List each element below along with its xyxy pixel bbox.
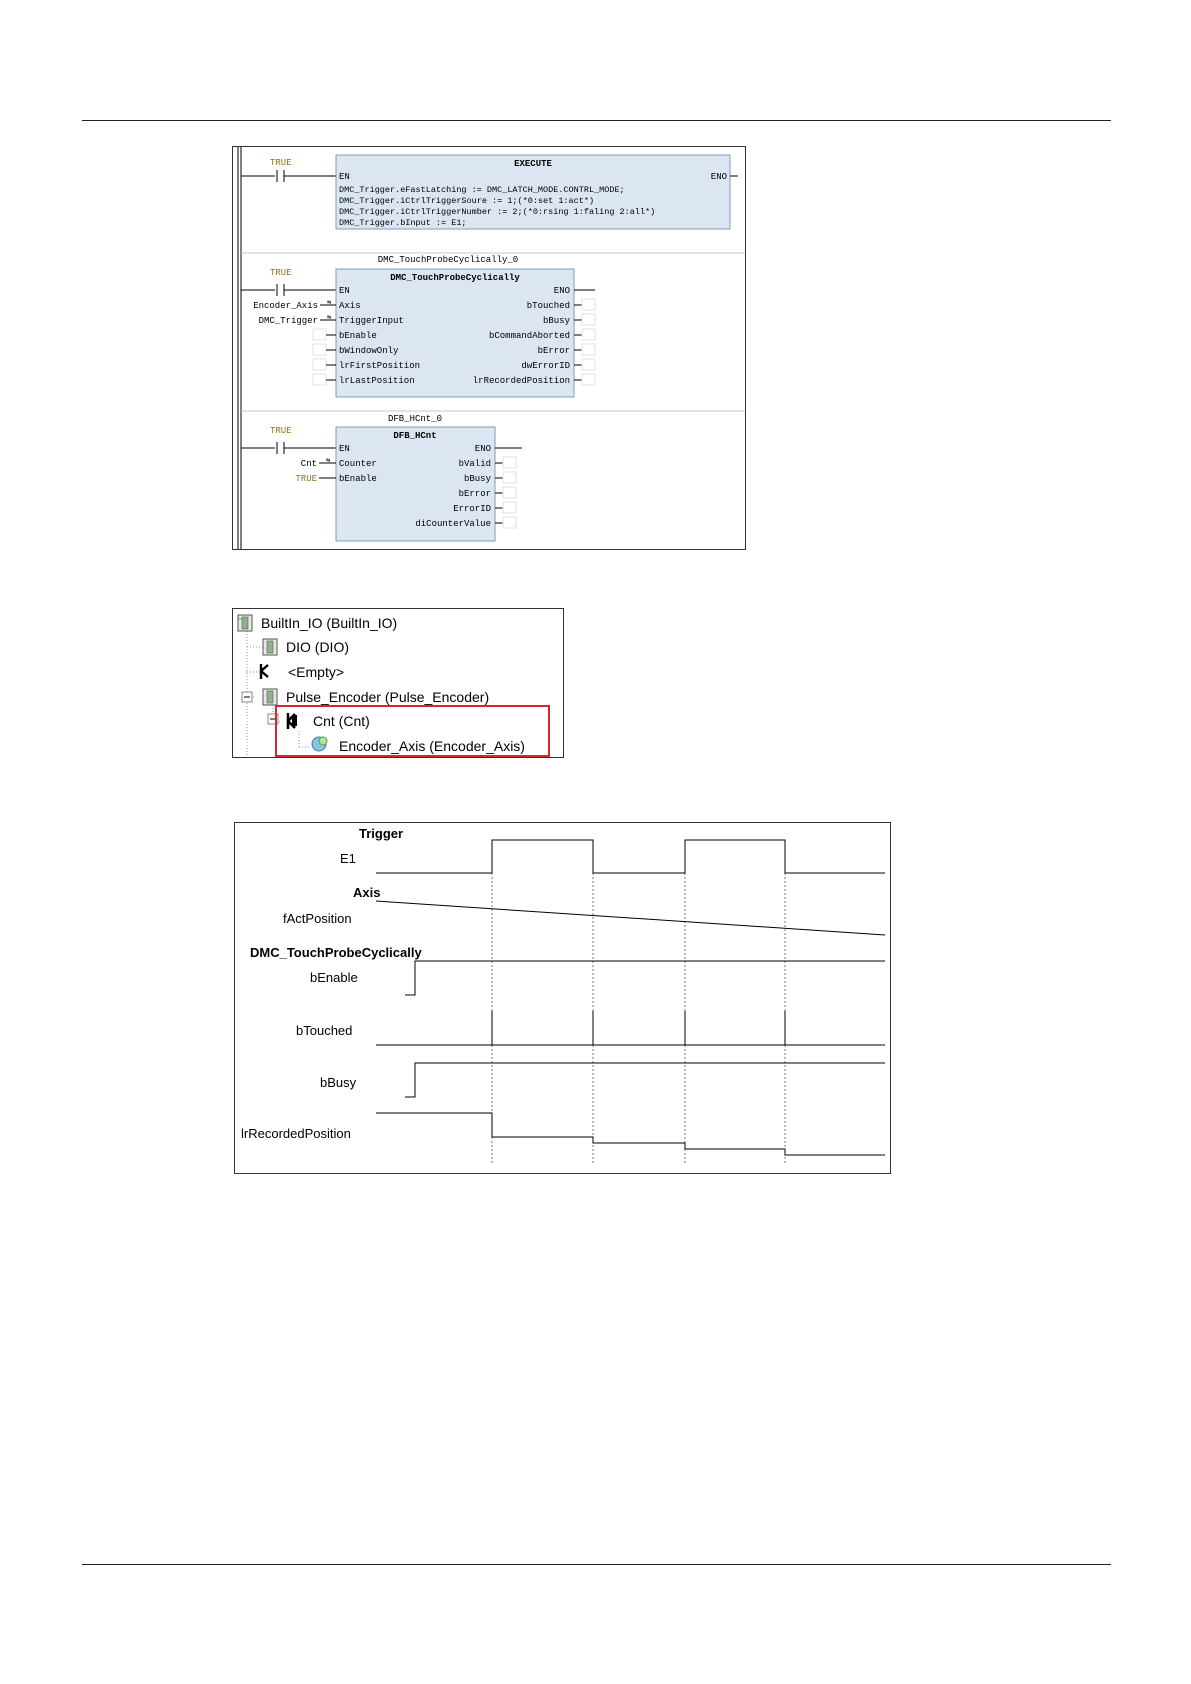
pin-label: ErrorID: [453, 504, 491, 514]
waveform-btouched: [376, 1011, 885, 1045]
tree-item-label: BuiltIn_IO (BuiltIn_IO): [261, 615, 398, 631]
empty-input-slots[interactable]: [313, 329, 336, 385]
label-fb: DMC_TouchProbeCyclically: [250, 945, 422, 960]
label-axis: Axis: [353, 885, 381, 900]
code-line: DMC_Trigger.bInput := E1;: [339, 218, 467, 228]
pin-label: dwErrorID: [521, 361, 570, 371]
bottom-rule: [82, 1564, 1111, 1565]
tree-item-pulse-encoder[interactable]: [242, 689, 489, 705]
block-title: DFB_HCnt: [393, 431, 437, 441]
rung-2: [241, 255, 595, 397]
pin-label: bEnable: [339, 331, 377, 341]
tree-item-cnt[interactable]: [268, 713, 370, 729]
empty-output-slots[interactable]: [495, 457, 516, 528]
instance-name: DFB_HCnt_0: [387, 414, 443, 424]
contact-label: TRUE: [270, 268, 292, 278]
pin-label: ENO: [474, 444, 491, 454]
pin-label: EN: [339, 444, 350, 454]
rung-1: [241, 155, 738, 229]
tree-item-label: DIO (DIO): [286, 639, 349, 655]
tree-item-label: Encoder_Axis (Encoder_Axis): [339, 738, 525, 754]
tree-item-label: Cnt (Cnt): [313, 713, 370, 729]
edge-markers: [492, 841, 785, 1163]
waveform-recorded-position: [376, 1113, 885, 1155]
tree-item-encoder-axis[interactable]: [312, 737, 525, 754]
waveform-axis-position: [376, 901, 885, 935]
label-bbusy: bBusy: [320, 1075, 357, 1090]
code-line: DMC_Trigger.iCtrlTriggerNumber := 2;(*0:rsing 1:faling 2:all*): [339, 207, 656, 217]
pin-label: bBusy: [542, 316, 570, 326]
code-line: DMC_Trigger.eFastLatching := DMC_LATCH_MODE.CONTRL_MODE;: [339, 185, 625, 195]
pin-label: bValid: [458, 459, 491, 469]
input-variable[interactable]: Cnt: [300, 459, 317, 469]
pin-label: ENO: [553, 286, 570, 296]
pin-label: bBusy: [463, 474, 491, 484]
label-trigger: Trigger: [359, 826, 404, 841]
instance-name: DMC_TouchProbeCyclically_0: [377, 255, 519, 265]
tree-item-label: Pulse_Encoder (Pulse_Encoder): [286, 689, 490, 705]
eno-pin: ENO: [710, 172, 727, 182]
ladder-diagram-panel: [232, 146, 746, 550]
empty-slot-icon: [261, 664, 268, 679]
waveform-bbusy: [405, 1063, 885, 1097]
axis-icon: [312, 737, 327, 751]
timing-diagram: [235, 823, 895, 1173]
input-variable[interactable]: Encoder_Axis: [253, 301, 318, 311]
collapse-toggle-icon[interactable]: [242, 692, 252, 702]
contact-label: TRUE: [270, 426, 292, 436]
label-recorded: lrRecordedPosition: [241, 1126, 351, 1141]
top-rule: [82, 120, 1111, 121]
tree-item-builtin-io[interactable]: [238, 615, 397, 631]
no-contact-icon: [277, 284, 284, 296]
pin-label: bError: [458, 489, 491, 499]
pin-label: lrRecordedPosition: [472, 376, 570, 386]
svg-text:⇆: ⇆: [327, 314, 332, 322]
label-btouched: bTouched: [296, 1023, 353, 1038]
svg-text:⇆: ⇆: [326, 457, 331, 465]
pin-label: bCommandAborted: [488, 331, 570, 341]
block-title: DMC_TouchProbeCyclically: [390, 273, 520, 283]
pin-label: lrLastPosition: [339, 376, 415, 386]
pin-label: bError: [537, 346, 570, 356]
pin-label: diCounterValue: [415, 519, 491, 529]
io-module-icon: [263, 689, 277, 705]
io-module-icon: [263, 639, 277, 655]
rung-3: [241, 414, 522, 541]
label-act-position: fActPosition: [283, 911, 352, 926]
label-benable: bEnable: [310, 970, 358, 985]
contact-label: TRUE: [270, 158, 292, 168]
io-module-icon: [238, 615, 252, 631]
pin-label: Counter: [339, 459, 377, 469]
pin-label: bTouched: [526, 301, 570, 311]
label-e1: E1: [340, 851, 356, 866]
waveform-e1: [376, 840, 885, 873]
empty-output-slots[interactable]: [574, 299, 595, 385]
tree-item-dio[interactable]: [263, 639, 349, 655]
pin-label: bWindowOnly: [339, 346, 399, 356]
device-tree: [233, 609, 563, 757]
block-title: EXECUTE: [514, 159, 552, 169]
en-pin: EN: [339, 172, 350, 182]
input-variable[interactable]: TRUE: [295, 474, 317, 484]
input-variable[interactable]: DMC_Trigger: [258, 316, 318, 326]
pin-label: EN: [339, 286, 350, 296]
timing-diagram-panel: [234, 822, 891, 1174]
pin-label: bEnable: [339, 474, 377, 484]
tree-item-empty[interactable]: [261, 664, 344, 680]
tree-item-label: <Empty>: [288, 664, 345, 680]
device-tree-panel: [232, 608, 564, 758]
counter-channel-icon: [288, 713, 297, 729]
code-line: DMC_Trigger.iCtrlTriggerSoure := 1;(*0:set 1:act*): [339, 196, 595, 206]
pin-label: Axis: [339, 301, 361, 311]
pin-label: TriggerInput: [339, 316, 404, 326]
ladder-diagram: [233, 147, 745, 549]
no-contact-icon: [277, 170, 284, 182]
pin-label: lrFirstPosition: [339, 361, 421, 371]
no-contact-icon: [277, 442, 284, 454]
waveform-benable: [405, 961, 885, 995]
svg-text:⇆: ⇆: [327, 299, 332, 307]
